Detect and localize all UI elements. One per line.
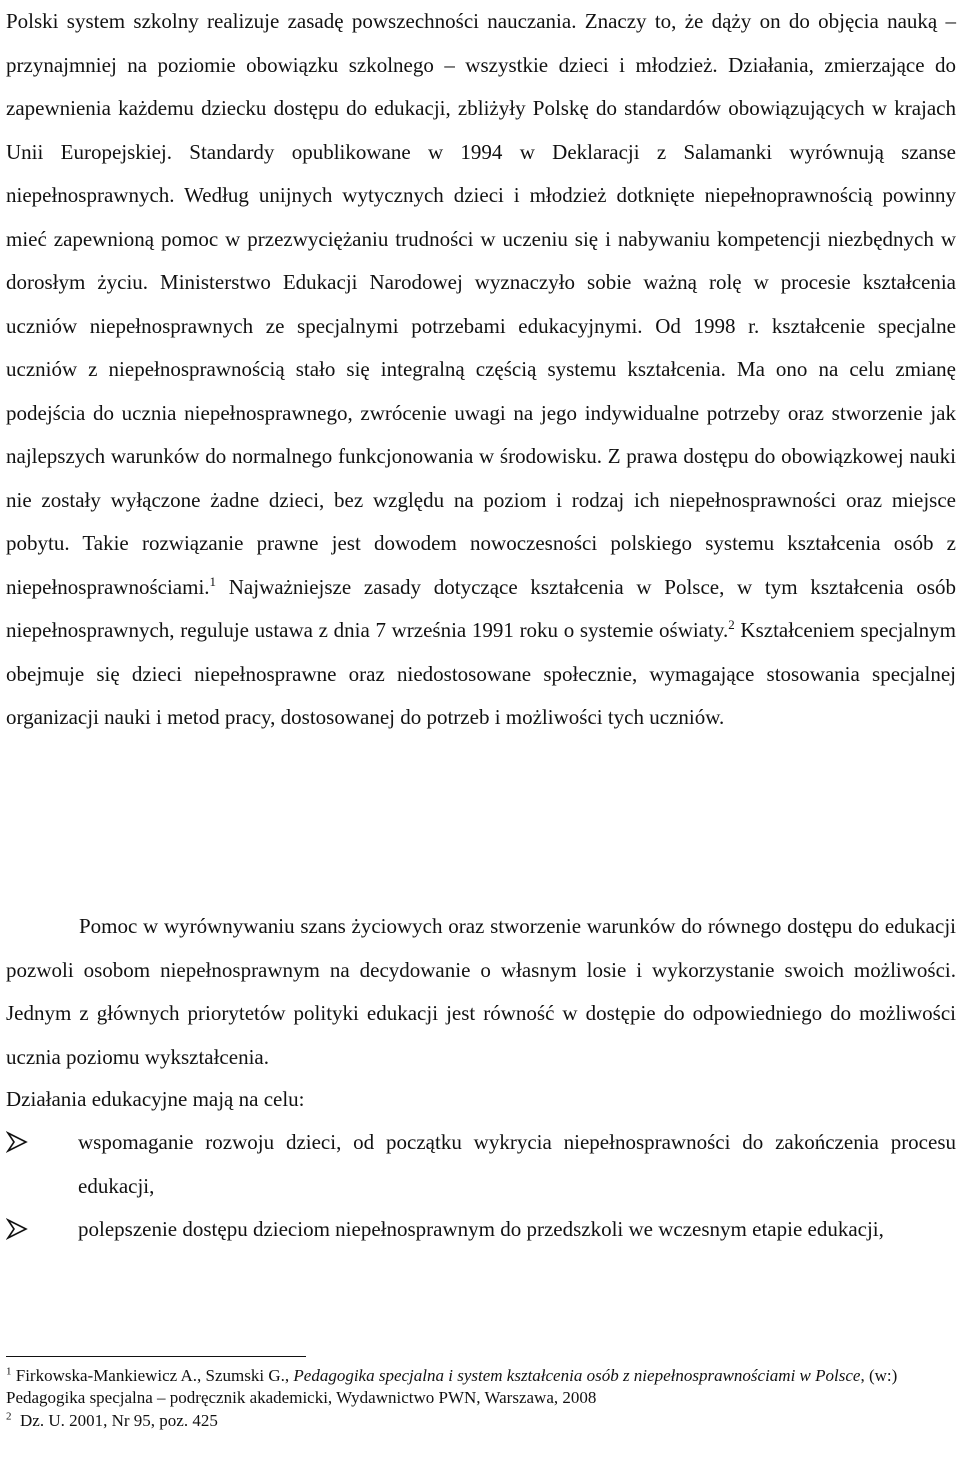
paragraph-1: [6, 0, 956, 740]
footnote-2-text: Dz. U. 2001, Nr 95, poz. 425: [20, 1411, 218, 1430]
footnote-2-number: 2: [6, 1410, 12, 1423]
footnote-ref-2[interactable]: 2: [728, 617, 735, 632]
footnote-divider: [6, 1356, 306, 1357]
list-intro: Działania edukacyjne mają na celu:: [6, 1087, 305, 1111]
footnote-1-rest: , (w:) Pedagogika specjalna – podręcznik akademicki, Wydawnictwo PWN, Warszawa, 2008: [6, 1366, 898, 1407]
footnote-1-title: Pedagogika specjalna i system kształcenia osób z niepełnosprawnościami w Polsce: [293, 1366, 861, 1385]
paragraph-1-text: Polski system szkolny realizuje zasadę powszechności nauczania. Znaczy to, że dąży on do objęcia nauką – przynajmniej na poziomie obowiązku szkolnego – wszystkie dzieci i młodzież. Działania, zmierzające do zapewnienia każdemu dziecku dostępu do edukacji, zbliżyły Polskę do standardów obowiązujących w krajach Unii Europejskiej. Standardy opublikowane w 1994 w Deklaracji z Salamanki wyrównują szanse niepełnosprawnych. Według unijnych wytycznych dzieci i młodzież dotknięte niepełnoprawnością powinny mieć zapewnioną pomoc w przezwyciężaniu trudności w uczeniu się i nabywaniu kompetencji niezbędnych w dorosłym życiu. Ministerstwo Edukacji Narodowej wyznaczyło sobie ważną rolę w procesie kształcenia uczniów niepełnosprawnych ze specjalnymi potrzebami edukacyjnymi. Od 1998 r. kształcenie specjalne uczniów z niepełnosprawnością stało się integralną częścią systemu kształcenia. Ma ono na celu zmianę podejścia do ucznia niepełnosprawnego, zwrócenie uwagi na jego indywidualne potrzeby oraz stworzenie jak najlepszych warunków do normalnego funkcjonowania w środowisku. Z prawa dostępu do obowiązkowej nauki nie zostały wyłączone żadne dzieci, bez względu na poziom i rodzaj ich niepełnosprawności oraz miejsce pobytu. Takie rozwiązanie prawne jest dowodem nowoczesności polskiego systemu kształcenia osób z niepełnosprawnościami.: [6, 9, 956, 599]
arrowhead-bullet-icon: [6, 1218, 28, 1240]
list-item-text: wspomaganie rozwoju dzieci, od początku wykrycia niepełnosprawności do zakończenia procesu edukacji,: [78, 1130, 956, 1198]
footnote-ref-1[interactable]: 1: [209, 573, 217, 589]
paragraph-1-text-2: Najważniejsze zasady dotyczące kształcenia w Polsce, w tym kształcenia osób niepełnosprawnych, reguluje ustawa z dnia 7 września 1991 roku o systemie oświaty.: [6, 574, 956, 642]
paragraph-2: Pomoc w wyrównywaniu szans życiowych oraz stworzenie warunków do równego dostępu do edukacji pozwoli osobom niepełnosprawnym na decydowanie o własnym losie i wykorzystanie swoich możliwości. Jednym z głównych priorytetów polityki edukacji jest równość w dostępie do odpowiedniego do możliwości ucznia poziomu wykształcenia.: [6, 914, 956, 1069]
arrowhead-bullet-icon: [6, 1131, 28, 1153]
footnote-2: [6, 1410, 936, 1432]
paragraph-1-text-3: Kształceniem specjalnym obejmuje się dzieci niepełnosprawne oraz niedostosowane społecznie, wymagające stosowania specjalnej organizacji nauki i metod pracy, dostosowanej do potrzeb i możliwości tych uczniów.: [6, 618, 956, 729]
list-item-text: polepszenie dostępu dzieciom niepełnosprawnym do przedszkoli we wczesnym etapie edukacji,: [78, 1217, 884, 1241]
goals-list: [6, 1121, 956, 1252]
footnote-1-authors: Firkowska-Mankiewicz A., Szumski G.,: [15, 1366, 294, 1385]
footnote-1-number: 1: [6, 1365, 12, 1378]
list-item: [6, 1121, 956, 1208]
footnotes: [6, 1365, 936, 1432]
footnote-1: [6, 1365, 936, 1408]
list-item: [6, 1208, 956, 1252]
